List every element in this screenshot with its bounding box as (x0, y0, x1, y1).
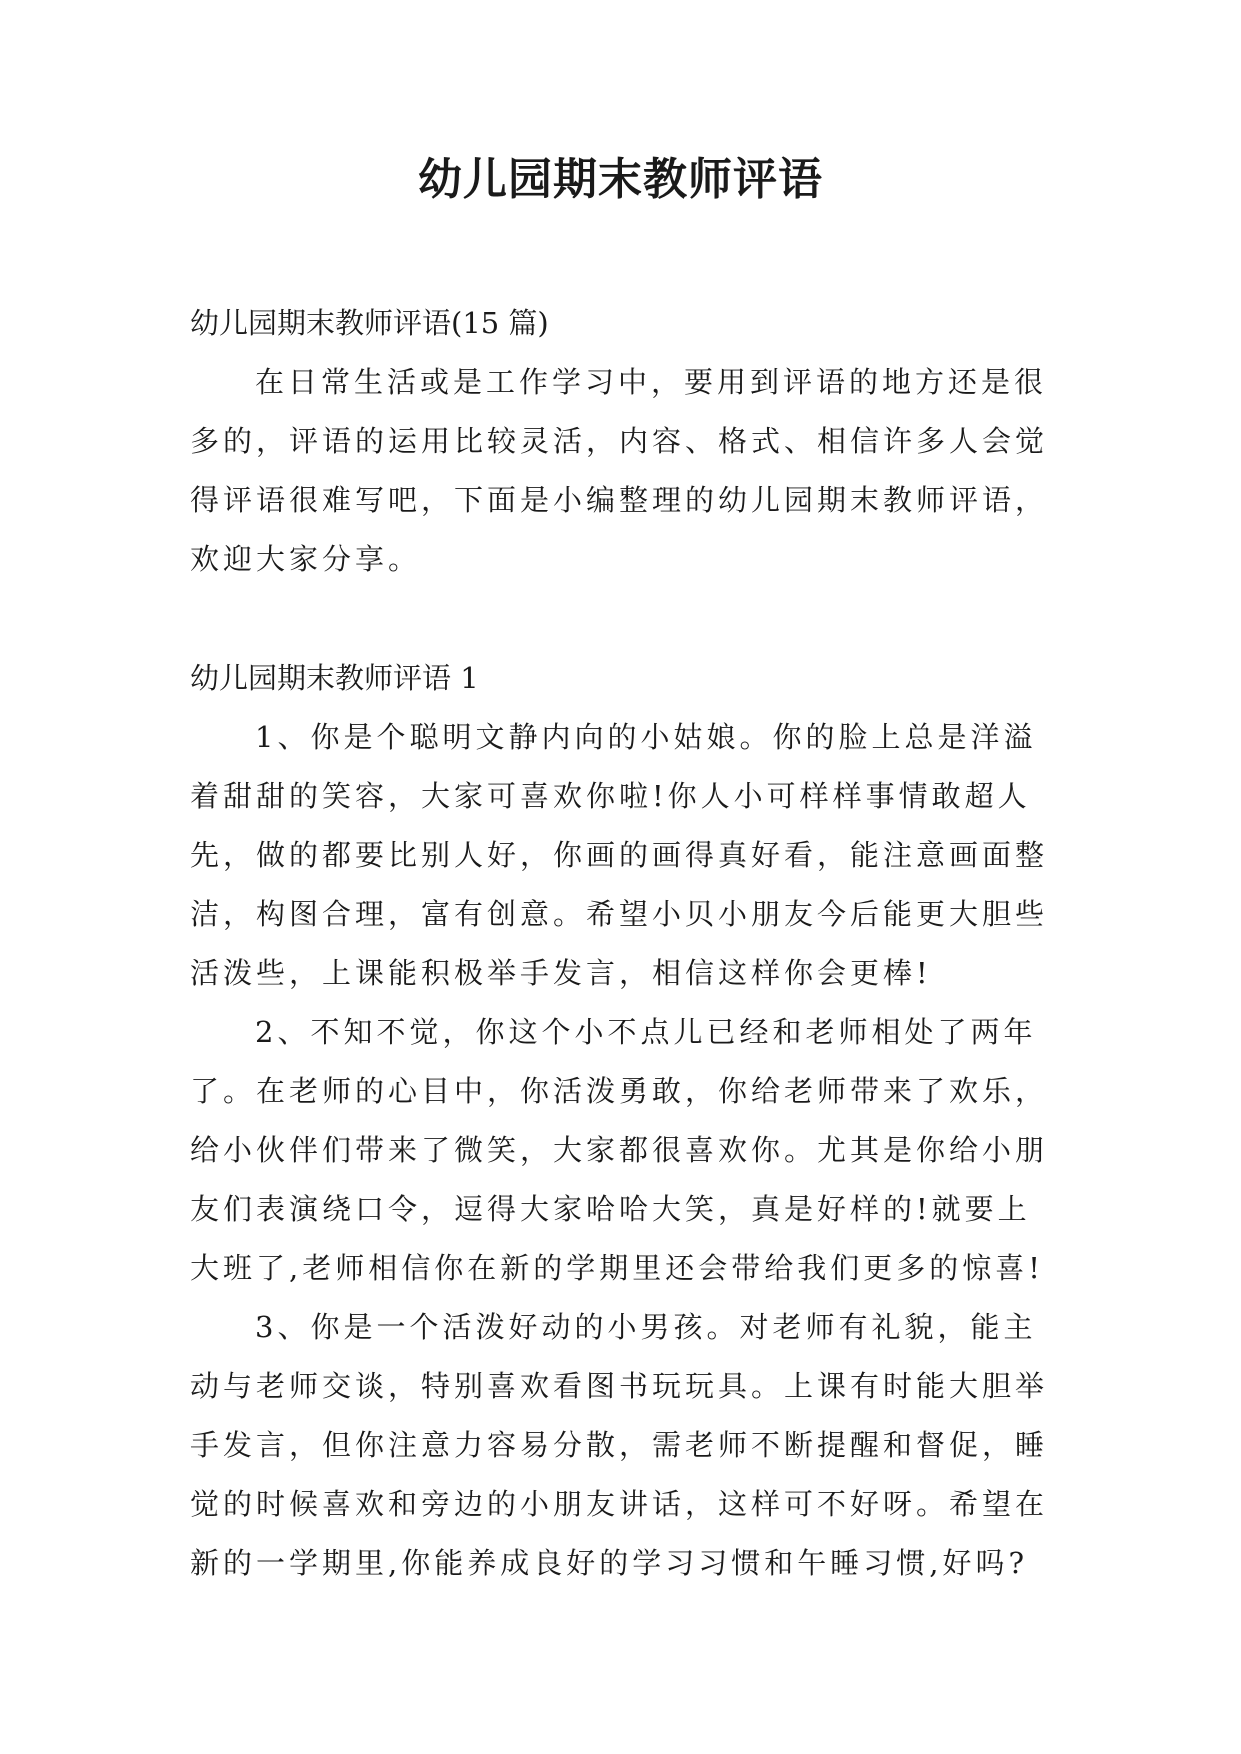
paragraph-line: 洁，构图合理，富有创意。希望小贝小朋友今后能更大胆些 (190, 897, 1049, 931)
paragraph-line: 在日常生活或是工作学习中，要用到评语的地方还是很 (255, 365, 1048, 399)
comment-item-1 (190, 708, 1050, 1003)
document-subtitle: 幼儿园期末教师评语(15 篇) (190, 306, 549, 340)
paragraph-line: 先，做的都要比别人好，你画的画得真好看，能注意画面整 (190, 838, 1049, 872)
paragraph-line: 给小伙伴们带来了微笑，大家都很喜欢你。尤其是你给小朋 (190, 1133, 1049, 1167)
paragraph-spacer (190, 589, 1050, 649)
paragraph-line: 动与老师交谈，特别喜欢看图书玩玩具。上课有时能大胆举 (190, 1369, 1049, 1403)
paragraph-line: 大班了,老师相信你在新的学期里还会带给我们更多的惊喜! (190, 1251, 1044, 1285)
paragraph-line: 新的一学期里,你能养成良好的学习习惯和午睡习惯,好吗? (190, 1546, 1028, 1580)
comment-item-3 (190, 1298, 1050, 1593)
paragraph-line: 了。在老师的心目中，你活泼勇敢，你给老师带来了欢乐， (190, 1074, 1049, 1108)
section-heading: 幼儿园期末教师评语 1 (190, 661, 479, 695)
paragraph-line: 欢迎大家分享。 (190, 542, 422, 576)
document-body (190, 294, 1050, 1593)
paragraph-line: 友们表演绕口令，逗得大家哈哈大笑，真是好样的!就要上 (190, 1192, 1031, 1226)
paragraph-line: 2、不知不觉，你这个小不点儿已经和老师相处了两年 (255, 1015, 1037, 1049)
paragraph-line: 手发言，但你注意力容易分散，需老师不断提醒和督促，睡 (190, 1428, 1049, 1462)
comment-item-2 (190, 1003, 1050, 1298)
paragraph-line: 多的，评语的运用比较灵活，内容、格式、相信许多人会觉 (190, 424, 1049, 458)
paragraph-line: 活泼些，上课能积极举手发言，相信这样你会更棒! (190, 956, 932, 990)
paragraph-line: 得评语很难写吧，下面是小编整理的幼儿园期末教师评语， (190, 483, 1049, 517)
paragraph-line: 觉的时候喜欢和旁边的小朋友讲话，这样可不好呀。希望在 (190, 1487, 1049, 1521)
document-title: 幼儿园期末教师评语 (418, 154, 823, 205)
intro-paragraph (190, 353, 1050, 589)
paragraph-line: 着甜甜的笑容，大家可喜欢你啦!你人小可样样事情敢超人 (190, 779, 1031, 813)
paragraph-line: 1、你是个聪明文静内向的小姑娘。你的脸上总是洋溢 (255, 720, 1037, 754)
paragraph-line: 3、你是一个活泼好动的小男孩。对老师有礼貌，能主 (255, 1310, 1037, 1344)
